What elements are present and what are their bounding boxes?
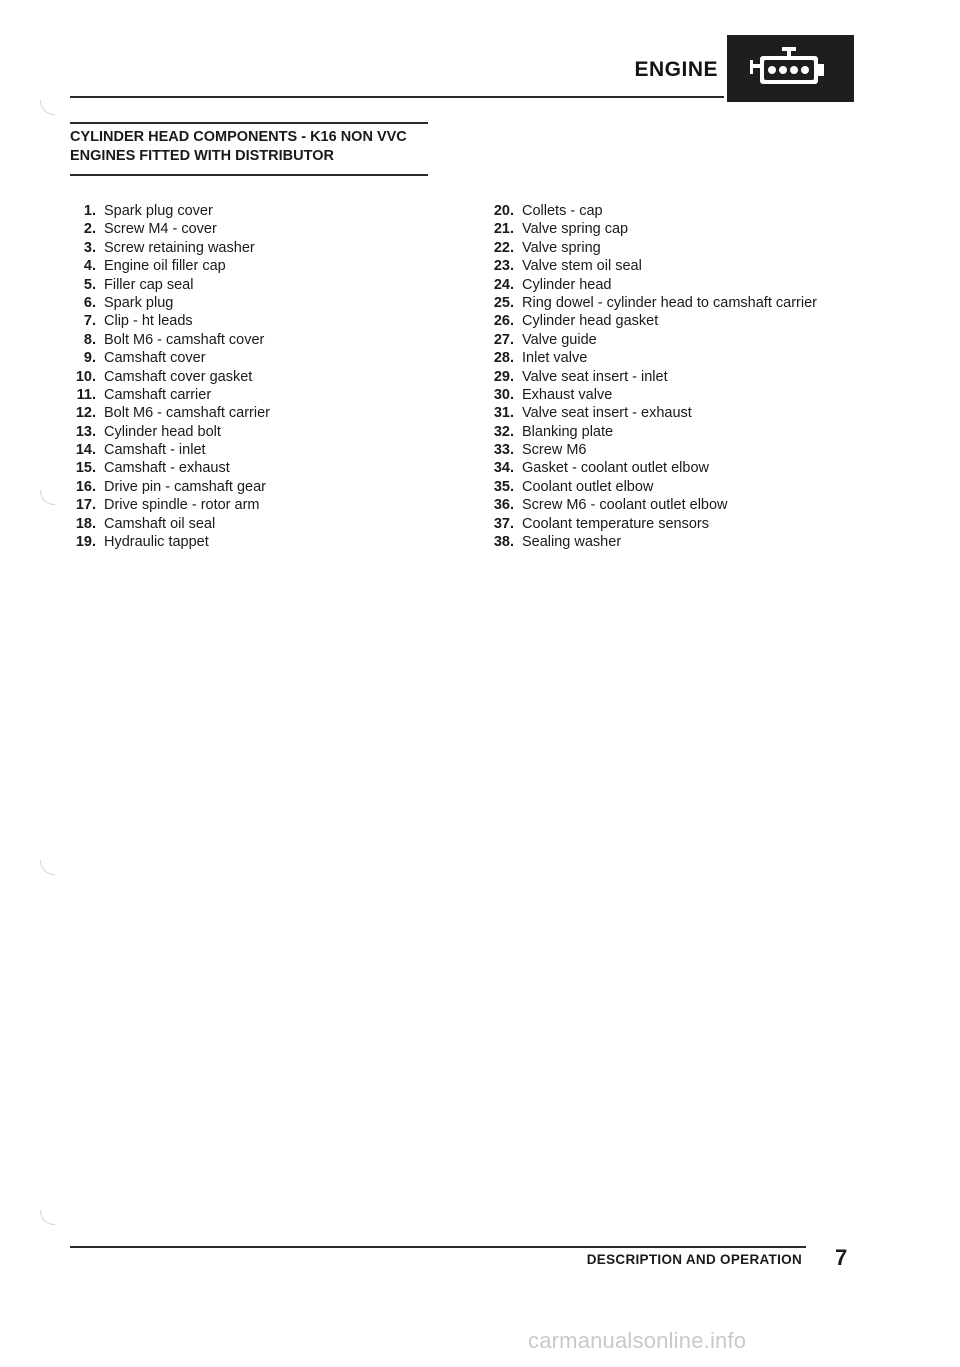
part-number: 37.: [493, 515, 514, 532]
list-item: [480, 478, 900, 496]
section-rule-top: [70, 122, 428, 124]
part-label: Cylinder head bolt: [104, 423, 221, 440]
part-number: 20.: [493, 203, 514, 219]
part-label: Inlet valve: [522, 350, 588, 367]
part-label: Screw M6 - coolant outlet elbow: [522, 497, 728, 514]
part-label: Valve seat insert - exhaust: [522, 405, 692, 422]
part-label: Camshaft cover gasket: [104, 368, 253, 385]
part-number: 13.: [75, 423, 96, 440]
list-item: [480, 533, 900, 551]
list-item: [480, 423, 900, 441]
part-label: Hydraulic tappet: [104, 534, 209, 551]
part-number: 35.: [493, 478, 514, 495]
part-number: 34.: [493, 460, 514, 477]
punch-mark: [40, 490, 55, 505]
list-item: [70, 276, 470, 294]
list-item: [480, 202, 900, 220]
part-number: 27.: [493, 331, 514, 348]
list-item: [480, 441, 900, 459]
list-item: [480, 496, 900, 514]
part-label: Bolt M6 - camshaft carrier: [104, 405, 270, 422]
footer-section-label: DESCRIPTION AND OPERATION: [586, 1252, 802, 1267]
part-number: 23.: [493, 258, 514, 275]
part-label: Filler cap seal: [104, 276, 194, 293]
part-label: Valve spring: [522, 239, 601, 256]
part-label: Exhaust valve: [522, 386, 613, 403]
part-number: 21.: [493, 221, 514, 238]
watermark[interactable]: carmanualsonline.info: [528, 1328, 747, 1353]
part-number: 6.: [83, 294, 96, 311]
part-label: Camshaft cover: [104, 350, 206, 367]
part-number: 24.: [493, 276, 514, 293]
part-number: 29.: [493, 368, 514, 385]
part-number: 19.: [75, 534, 96, 551]
part-number: 22.: [493, 239, 514, 256]
engine-icon: [727, 35, 854, 102]
part-number: 16.: [75, 478, 96, 495]
list-item: [70, 423, 470, 441]
part-label: Camshaft oil seal: [104, 515, 216, 532]
list-item: [70, 331, 470, 349]
punch-mark: [40, 1210, 55, 1225]
list-item: [70, 368, 470, 386]
part-number: 12.: [75, 405, 96, 422]
list-item: [480, 368, 900, 386]
part-number: 1.: [83, 203, 96, 219]
list-item: [70, 496, 470, 514]
punch-mark: [40, 100, 55, 115]
part-label: Clip - ht leads: [104, 313, 193, 330]
part-label: Camshaft - exhaust: [104, 460, 230, 477]
list-item: [480, 294, 900, 312]
part-number: 28.: [493, 350, 514, 367]
list-item: [70, 239, 470, 257]
section-title-line-2: ENGINES FITTED WITH DISTRIBUTOR: [70, 148, 334, 164]
section-title-line-1: CYLINDER HEAD COMPONENTS - K16 NON VVC: [70, 129, 407, 145]
part-label: Valve stem oil seal: [522, 258, 642, 275]
list-item: [70, 386, 470, 404]
part-label: Cylinder head gasket: [522, 313, 659, 330]
list-item: [480, 239, 900, 257]
part-number: 18.: [75, 515, 96, 532]
part-label: Drive spindle - rotor arm: [104, 497, 260, 514]
header-rule: [70, 96, 724, 98]
part-label: Engine oil filler cap: [104, 258, 226, 275]
part-label: Gasket - coolant outlet elbow: [522, 460, 709, 477]
part-number: 7.: [83, 313, 96, 330]
part-number: 25.: [493, 294, 514, 311]
part-label: Screw M6: [522, 442, 587, 459]
part-number: 5.: [83, 276, 96, 293]
list-item: [70, 533, 470, 551]
part-label: Blanking plate: [522, 423, 614, 440]
part-number: 26.: [493, 313, 514, 330]
part-label: Ring dowel - cylinder head to camshaft carrier: [522, 294, 817, 311]
part-number: 38.: [493, 534, 514, 551]
part-label: Spark plug cover: [104, 203, 213, 219]
part-label: Screw M4 - cover: [104, 221, 217, 238]
list-item: [480, 404, 900, 422]
part-number: 17.: [75, 497, 96, 514]
list-item: [480, 220, 900, 238]
part-number: 11.: [76, 386, 96, 403]
part-number: 33.: [493, 442, 514, 459]
part-label: Coolant temperature sensors: [522, 515, 709, 532]
part-label: Valve guide: [522, 331, 597, 348]
part-label: Screw retaining washer: [104, 239, 255, 256]
list-item: [480, 515, 900, 533]
part-label: Valve seat insert - inlet: [522, 368, 668, 385]
list-item: [70, 404, 470, 422]
part-label: Spark plug: [104, 294, 174, 311]
footer-rule: [70, 1246, 806, 1248]
list-item: [70, 478, 470, 496]
part-number: 14.: [75, 442, 96, 459]
list-item: [70, 515, 470, 533]
part-number: 15.: [75, 460, 96, 477]
part-label: Cylinder head: [522, 276, 612, 293]
part-number: 4.: [83, 258, 96, 275]
list-item: [70, 312, 470, 330]
list-item: [480, 331, 900, 349]
part-number: 9.: [83, 350, 96, 367]
list-item: [70, 459, 470, 477]
part-label: Sealing washer: [522, 534, 622, 551]
part-number: 30.: [493, 386, 514, 403]
part-number: 36.: [493, 497, 514, 514]
list-item: [70, 294, 470, 312]
part-label: Bolt M6 - camshaft cover: [104, 331, 265, 348]
list-item: [70, 257, 470, 275]
part-label: Camshaft carrier: [104, 386, 212, 403]
part-number: 2.: [83, 221, 96, 238]
part-label: Drive pin - camshaft gear: [104, 478, 266, 495]
part-label: Coolant outlet elbow: [522, 478, 654, 495]
list-item: [480, 312, 900, 330]
list-item: [480, 257, 900, 275]
part-label: Valve spring cap: [522, 221, 629, 238]
list-item: [480, 459, 900, 477]
list-item: [70, 349, 470, 367]
list-item: [70, 441, 470, 459]
parts-list-left: [70, 202, 470, 551]
punch-mark: [40, 860, 55, 875]
part-number: 31.: [493, 405, 514, 422]
section-rule-bottom: [70, 174, 428, 176]
list-item: [70, 220, 470, 238]
part-number: 10.: [75, 368, 96, 385]
part-label: Collets - cap: [522, 203, 603, 219]
part-number: 32.: [493, 423, 514, 440]
part-number: 3.: [83, 239, 96, 256]
parts-list-right: [480, 202, 900, 551]
part-number: 8.: [83, 331, 96, 348]
section-title: [70, 128, 440, 166]
list-item: [480, 386, 900, 404]
part-label: Camshaft - inlet: [104, 442, 206, 459]
page-header-title: ENGINE: [634, 58, 718, 81]
page-number: 7: [835, 1245, 848, 1270]
list-item: [480, 349, 900, 367]
list-item: [480, 276, 900, 294]
list-item: [70, 202, 470, 220]
